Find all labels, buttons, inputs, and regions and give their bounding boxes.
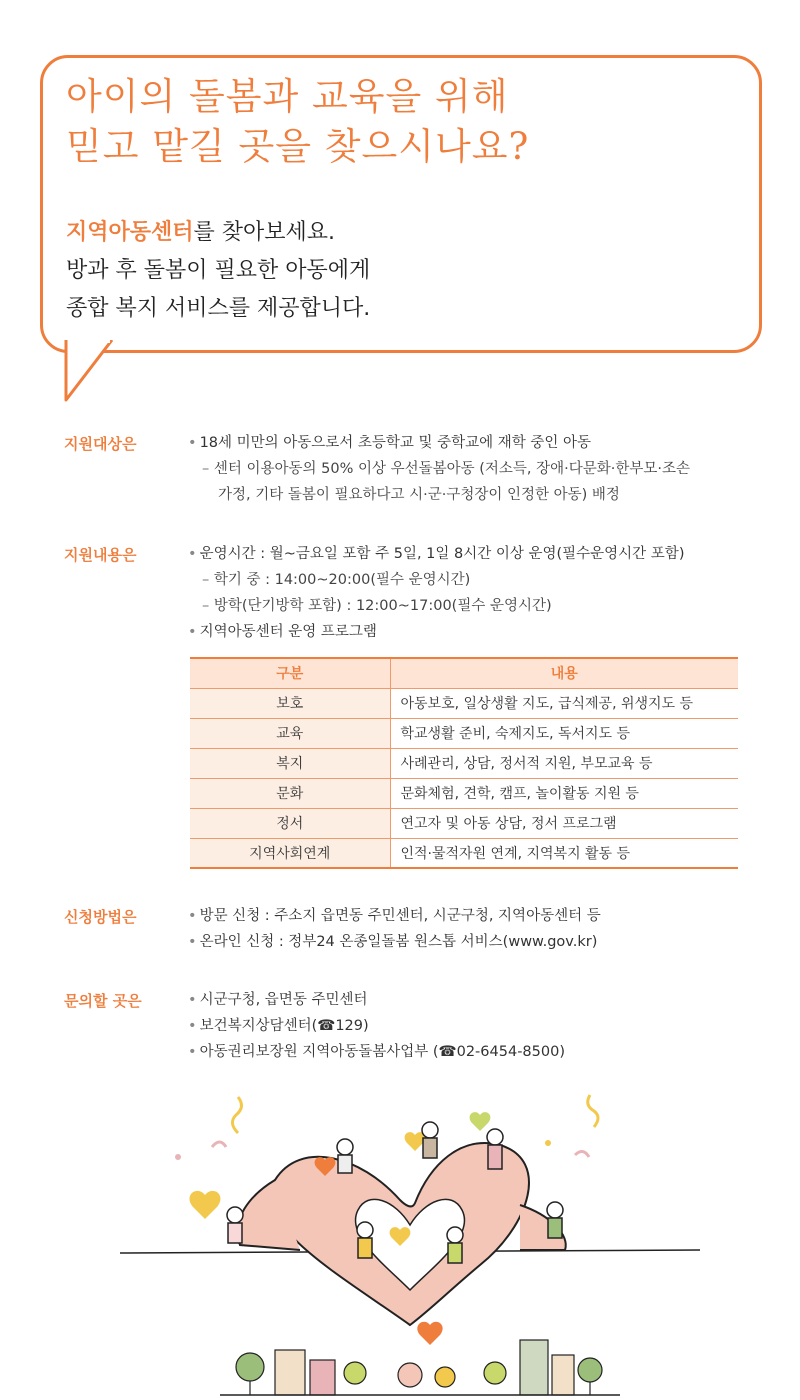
table-cell-content: 사례관리, 상담, 정서적 지원, 부모교육 등 xyxy=(390,748,738,778)
content-sub-semester: – 학기 중 : 14:00~20:00(필수 운영시간) xyxy=(188,567,748,593)
headline-line-2: 믿고 맡길 곳을 찾으시나요? xyxy=(66,125,530,168)
section-label-apply: 신청방법은 xyxy=(64,908,137,926)
content-bullet-hours: • 운영시간 : 월~금요일 포함 주 5일, 1일 8시간 이상 운영(필수운영시간 포함) xyxy=(188,541,748,567)
table-cell-content: 문화체험, 견학, 캠프, 놀이활동 지원 등 xyxy=(390,778,738,808)
section-body-apply xyxy=(188,903,748,955)
speech-bubble-tail xyxy=(60,340,120,404)
contact-bullet-office: • 시군구청, 읍면동 주민센터 xyxy=(188,987,748,1013)
contact-bullet-agency: • 아동권리보장원 지역아동돌봄사업부 (☎02-6454-8500) xyxy=(188,1039,748,1065)
table-header-category: 구분 xyxy=(190,658,390,688)
section-label-contact: 문의할 곳은 xyxy=(64,992,142,1010)
section-body-target xyxy=(188,430,748,508)
headline xyxy=(66,72,726,172)
target-bullet: • 18세 미만의 아동으로서 초등학교 및 중학교에 재학 중인 아동 xyxy=(188,430,748,456)
intro-line-3: 종합 복지 서비스를 제공합니다. xyxy=(66,296,371,321)
table-row xyxy=(190,688,738,718)
section-label-content: 지원내용은 xyxy=(64,546,137,564)
apply-bullet-visit: • 방문 신청 : 주소지 읍면동 주민센터, 시군구청, 지역아동센터 등 xyxy=(188,903,748,929)
apply-bullet-online: • 온라인 신청 : 정부24 온종일돌봄 원스톱 서비스(www.gov.kr) xyxy=(188,929,748,955)
heart-hands-illustration xyxy=(100,1085,720,1400)
table-row xyxy=(190,748,738,778)
contact-bullet-counsel: • 보건복지상담센터(☎129) xyxy=(188,1013,748,1039)
section-body-contact xyxy=(188,987,748,1065)
table-cell-category: 지역사회연계 xyxy=(190,838,390,868)
table-cell-content: 인적·물적자원 연계, 지역복지 활동 등 xyxy=(390,838,738,868)
table-cell-content: 연고자 및 아동 상담, 정서 프로그램 xyxy=(390,808,738,838)
section-label-target: 지원대상은 xyxy=(64,435,137,453)
table-cell-category: 정서 xyxy=(190,808,390,838)
table-row xyxy=(190,778,738,808)
table-row xyxy=(190,808,738,838)
section-body-content xyxy=(188,541,748,645)
program-table xyxy=(190,657,738,869)
table-header-row xyxy=(190,658,738,688)
table-cell-content: 아동보호, 일상생활 지도, 급식제공, 위생지도 등 xyxy=(390,688,738,718)
table-cell-category: 보호 xyxy=(190,688,390,718)
table-cell-category: 복지 xyxy=(190,748,390,778)
content-bullet-program: • 지역아동센터 운영 프로그램 xyxy=(188,619,748,645)
intro-line-1-rest: 를 찾아보세요. xyxy=(193,220,336,245)
table-cell-content: 학교생활 준비, 숙제지도, 독서지도 등 xyxy=(390,718,738,748)
table-cell-category: 교육 xyxy=(190,718,390,748)
table-header-content: 내용 xyxy=(390,658,738,688)
intro-line-2: 방과 후 돌봄이 필요한 아동에게 xyxy=(66,258,371,283)
table-row xyxy=(190,718,738,748)
intro-line-1 xyxy=(66,214,726,252)
content-sub-vacation: – 방학(단기방학 포함) : 12:00~17:00(필수 운영시간) xyxy=(188,593,748,619)
intro-highlight: 지역아동센터 xyxy=(66,220,194,245)
headline-line-1: 아이의 돌봄과 교육을 위해 xyxy=(66,75,509,118)
target-sub-1-cont: 가정, 기타 돌봄이 필요하다고 시·군·구청장이 인정한 아동) 배정 xyxy=(218,487,620,503)
intro-text xyxy=(66,214,726,328)
table-cell-category: 문화 xyxy=(190,778,390,808)
target-sub-1: – 센터 이용아동의 50% 이상 우선돌봄아동 (저소득, 장애·다문화·한부모·조손 xyxy=(188,456,748,482)
table-row xyxy=(190,838,738,868)
